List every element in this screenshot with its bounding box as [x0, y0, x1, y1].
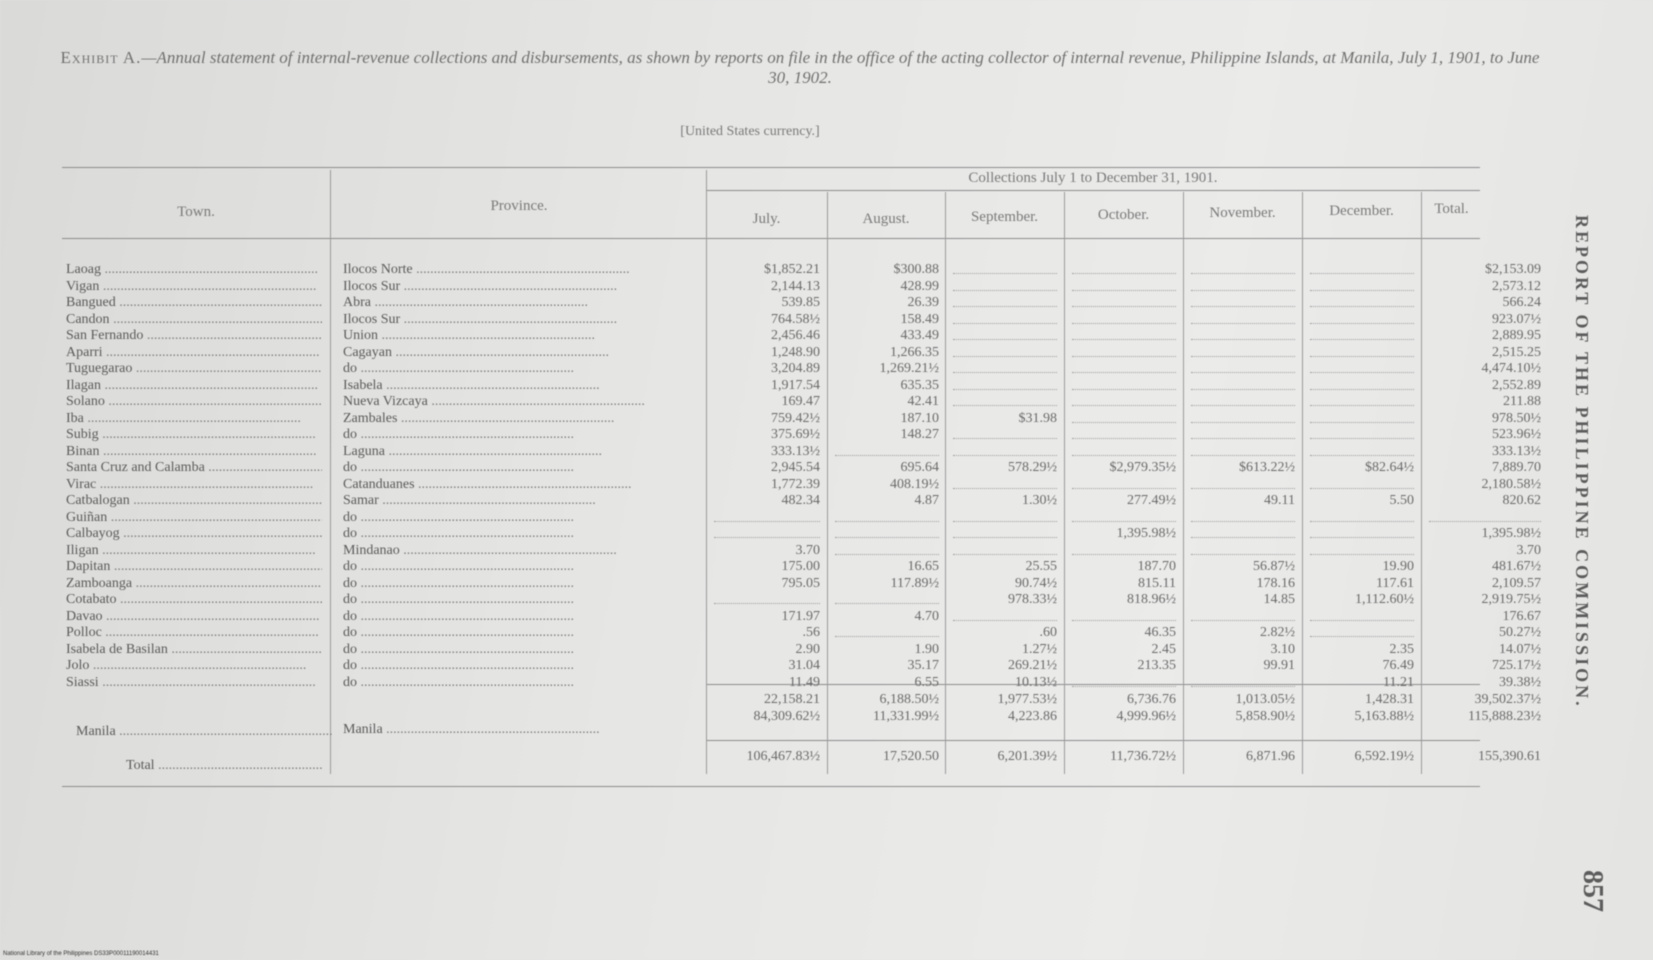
- town-cell: San Fernando .....: [66, 328, 322, 344]
- province-cell-manila: Manila .....: [343, 722, 703, 738]
- total-cell: 6,871.96: [1246, 749, 1295, 764]
- value-cell: 148.27: [900, 427, 939, 442]
- manila-cell: 84,309.62½: [753, 709, 820, 724]
- province-cell: do .....: [343, 559, 703, 575]
- value-cell: 2,919.75½: [1481, 592, 1541, 607]
- empty-cell-leader: [1191, 620, 1295, 621]
- value-cell: 818.96½: [1127, 592, 1176, 607]
- empty-cell-leader: [1191, 323, 1295, 324]
- value-cell: 523.96½: [1492, 427, 1541, 442]
- value-cell: 3.10: [1270, 641, 1295, 657]
- value-cell: 1,248.90: [771, 344, 820, 360]
- empty-cell-leader: [1310, 306, 1414, 307]
- empty-cell-leader: [714, 603, 820, 604]
- value-cell: 2.90: [795, 641, 820, 657]
- value-cell: 333.13½: [771, 443, 820, 459]
- value-cell: 3.70: [795, 542, 820, 558]
- value-cell: 171.97: [781, 608, 820, 624]
- value-cell: 578.29½: [1008, 460, 1057, 475]
- town-cell: Iligan .....: [66, 543, 322, 559]
- value-cell: 3,204.89: [771, 361, 820, 376]
- empty-cell-leader: [1072, 339, 1176, 340]
- empty-cell-leader: [1191, 405, 1295, 406]
- province-cell: do .....: [343, 592, 703, 608]
- value-cell: 6.55: [914, 674, 939, 690]
- town-cell-manila: Manila .....: [76, 724, 332, 740]
- province-cell: do .....: [343, 609, 703, 625]
- value-cell: 635.35: [900, 377, 939, 393]
- province-cell: do .....: [343, 361, 703, 377]
- value-cell: 56.87½: [1253, 559, 1295, 574]
- town-cell: Subig .....: [66, 427, 322, 443]
- value-cell: 187.70: [1137, 559, 1176, 574]
- header-december: December.: [1329, 203, 1394, 219]
- subtotal-cell: 6,188.50½: [879, 692, 939, 707]
- empty-cell-leader: [1310, 339, 1414, 340]
- total-rule: [706, 740, 1480, 741]
- town-cell: Davao .....: [66, 609, 322, 625]
- value-cell: 2,945.54: [771, 460, 820, 475]
- manila-cell: 4,223.86: [1008, 709, 1057, 724]
- empty-cell-leader: [1191, 422, 1295, 423]
- page-number: 857: [1577, 870, 1608, 912]
- value-cell: .56: [802, 625, 820, 640]
- value-cell: $1,852.21: [764, 262, 820, 277]
- header-town: Town.: [177, 204, 215, 220]
- value-cell: 1.90: [914, 641, 939, 657]
- value-cell: 2,144.13: [771, 278, 820, 294]
- manila-cell: 5,858.90½: [1235, 709, 1295, 724]
- empty-cell-leader: [1191, 356, 1295, 357]
- empty-cell-leader: [1310, 422, 1414, 423]
- empty-cell-leader: [953, 323, 1057, 324]
- empty-cell-leader: [953, 521, 1057, 522]
- empty-cell-leader: [1072, 686, 1176, 687]
- town-cell: Dapitan .....: [66, 559, 322, 575]
- empty-cell-leader: [1310, 273, 1414, 274]
- value-cell: 566.24: [1502, 295, 1541, 310]
- town-cell: Iba .....: [66, 411, 322, 427]
- empty-cell-leader: [1429, 521, 1541, 522]
- empty-cell-leader: [1191, 455, 1295, 456]
- value-cell: 815.11: [1138, 575, 1176, 591]
- table-bottom-rule: [62, 786, 1480, 787]
- province-cell: Isabela .....: [343, 378, 703, 394]
- province-cell: do .....: [343, 642, 703, 658]
- value-cell: 2,456.46: [771, 328, 820, 343]
- value-cell: 176.67: [1502, 608, 1541, 624]
- province-cell: do .....: [343, 625, 703, 641]
- empty-cell-leader: [1310, 323, 1414, 324]
- header-august: August.: [862, 211, 910, 227]
- value-cell: $2,979.35½: [1109, 460, 1176, 475]
- empty-cell-leader: [1310, 554, 1414, 555]
- value-cell: 99.91: [1263, 658, 1295, 673]
- header-collections-span: Collections July 1 to December 31, 1901.: [968, 170, 1218, 186]
- town-cell: Guiñan .....: [66, 510, 322, 526]
- value-cell: 2,889.95: [1492, 328, 1541, 343]
- value-cell: 764.58½: [771, 311, 820, 327]
- empty-cell-leader: [835, 554, 939, 555]
- value-cell: 175.00: [781, 559, 820, 574]
- value-cell: 795.05: [781, 575, 820, 591]
- province-cell: Cagayan .....: [343, 345, 703, 361]
- value-cell: 4.70: [914, 608, 939, 624]
- value-cell: 5.50: [1389, 493, 1414, 508]
- column-rule: [1183, 192, 1184, 774]
- province-cell: Abra .....: [343, 295, 703, 311]
- header-july: July.: [752, 211, 781, 227]
- empty-cell-leader: [1191, 438, 1295, 439]
- header-november: November.: [1209, 205, 1276, 221]
- empty-cell-leader: [1072, 389, 1176, 390]
- empty-cell-leader: [835, 455, 939, 456]
- province-cell: Ilocos Norte .....: [343, 262, 703, 278]
- empty-cell-leader: [1310, 455, 1414, 456]
- empty-cell-leader: [1310, 636, 1414, 637]
- value-cell: 11.49: [789, 674, 820, 690]
- header-total: Total.: [1434, 201, 1469, 217]
- empty-cell-leader: [1072, 488, 1176, 489]
- empty-cell-leader: [1191, 537, 1295, 538]
- town-cell: Candon .....: [66, 312, 322, 328]
- value-cell: 187.10: [900, 410, 939, 426]
- total-label: Total .....: [126, 758, 322, 774]
- value-cell: 25.55: [1025, 559, 1057, 574]
- value-cell: 10.13½: [1015, 674, 1057, 690]
- empty-cell-leader: [1310, 372, 1414, 373]
- value-cell: 158.49: [900, 311, 939, 327]
- header-province: Province.: [490, 198, 548, 214]
- empty-cell-leader: [835, 521, 939, 522]
- value-cell: 4,474.10½: [1481, 361, 1541, 376]
- value-cell: 46.35: [1144, 625, 1176, 640]
- value-cell: 16.65: [907, 559, 939, 574]
- value-cell: 169.47: [781, 394, 820, 409]
- province-cell: do .....: [343, 510, 703, 526]
- town-cell: Cotabato .....: [66, 592, 322, 608]
- value-cell: 1,917.54: [771, 377, 820, 393]
- manila-cell: 115,888.23½: [1468, 709, 1541, 724]
- header-september: September.: [970, 209, 1039, 225]
- empty-cell-leader: [714, 537, 820, 538]
- empty-cell-leader: [1191, 554, 1295, 555]
- town-cell: Virac .....: [66, 477, 322, 493]
- empty-cell-leader: [953, 537, 1057, 538]
- manila-cell: 5,163.88½: [1354, 709, 1414, 724]
- value-cell: 4.87: [914, 493, 939, 508]
- empty-cell-leader: [1072, 554, 1176, 555]
- value-cell: 978.33½: [1008, 592, 1057, 607]
- value-cell: 3.70: [1516, 542, 1541, 558]
- empty-cell-leader: [1072, 405, 1176, 406]
- value-cell: 408.19½: [890, 476, 939, 492]
- value-cell: 433.49: [900, 328, 939, 343]
- value-cell: 26.39: [907, 295, 939, 310]
- value-cell: 117.89½: [890, 575, 939, 591]
- province-cell: Laguna .....: [343, 444, 703, 460]
- value-cell: 820.62: [1502, 493, 1541, 508]
- town-cell: Polloc .....: [66, 625, 322, 641]
- value-cell: 42.41: [907, 394, 939, 409]
- empty-cell-leader: [714, 521, 820, 522]
- value-cell: 2,573.12: [1492, 278, 1541, 294]
- empty-cell-leader: [1072, 521, 1176, 522]
- value-cell: 1,269.21½: [879, 361, 939, 376]
- province-cell: do .....: [343, 658, 703, 674]
- value-cell: 11.21: [1383, 674, 1414, 690]
- column-rule: [827, 192, 828, 774]
- currency-note: [United States currency.]: [680, 124, 820, 139]
- empty-cell-leader: [1310, 405, 1414, 406]
- value-cell: 19.90: [1382, 559, 1414, 574]
- value-cell: .60: [1039, 625, 1057, 640]
- manila-cell: 11,331.99½: [873, 709, 939, 724]
- value-cell: 539.85: [781, 295, 820, 310]
- empty-cell-leader: [1072, 356, 1176, 357]
- subtotal-cell: 1,977.53½: [997, 692, 1057, 707]
- town-cell: Zamboanga .....: [66, 576, 322, 592]
- town-cell: Catbalogan .....: [66, 493, 322, 509]
- column-rule: [1064, 192, 1065, 774]
- value-cell: 725.17½: [1492, 658, 1541, 673]
- empty-cell-leader: [1072, 455, 1176, 456]
- empty-cell-leader: [835, 603, 939, 604]
- value-cell: 978.50½: [1492, 410, 1541, 426]
- empty-cell-leader: [1072, 273, 1176, 274]
- total-cell: 6,592.19½: [1354, 749, 1414, 764]
- scan-footer: National Library of the Philippines DS33P00011190014431: [3, 951, 159, 957]
- value-cell: 269.21½: [1008, 658, 1057, 673]
- value-cell: 375.69½: [771, 427, 820, 442]
- value-cell: 39.38½: [1499, 674, 1541, 690]
- town-cell: Laoag .....: [66, 262, 322, 278]
- empty-cell-leader: [953, 405, 1057, 406]
- value-cell: $300.88: [893, 262, 939, 277]
- town-cell: Solano .....: [66, 394, 322, 410]
- value-cell: 333.13½: [1492, 443, 1541, 459]
- total-cell: 11,736.72½: [1110, 749, 1176, 764]
- value-cell: 481.67½: [1492, 559, 1541, 574]
- town-cell: Santa Cruz and Calamba .....: [66, 460, 322, 476]
- town-cell: Aparri .....: [66, 345, 322, 361]
- empty-cell-leader: [953, 554, 1057, 555]
- total-cell: 17,520.50: [883, 749, 939, 764]
- running-title: REPORT OF THE PHILIPPINE COMMISSION.: [1572, 215, 1592, 709]
- empty-cell-leader: [1191, 339, 1295, 340]
- province-cell: Ilocos Sur .....: [343, 279, 703, 295]
- subtotal-cell: 1,013.05½: [1235, 692, 1295, 707]
- value-cell: 178.16: [1256, 575, 1295, 591]
- province-cell: Ilocos Sur .....: [343, 312, 703, 328]
- value-cell: 482.34: [781, 493, 820, 508]
- town-cell: Tuguegarao .....: [66, 361, 322, 377]
- value-cell: 923.07½: [1492, 311, 1541, 327]
- province-cell: Catanduanes .....: [343, 477, 703, 493]
- empty-cell-leader: [1072, 438, 1176, 439]
- value-cell: 35.17: [907, 658, 939, 673]
- total-cell: 106,467.83½: [746, 749, 820, 764]
- town-cell: Calbayog .....: [66, 526, 322, 542]
- table-caption: [60, 48, 1540, 88]
- province-cell: do .....: [343, 675, 703, 691]
- province-cell: do .....: [343, 460, 703, 476]
- value-cell: 14.07½: [1499, 641, 1541, 657]
- total-cell: 155,390.61: [1478, 749, 1541, 764]
- empty-cell-leader: [953, 273, 1057, 274]
- column-rule: [1421, 192, 1422, 774]
- province-cell: Zambales .....: [343, 411, 703, 427]
- town-cell: Bangued .....: [66, 295, 322, 311]
- empty-cell-leader: [1310, 389, 1414, 390]
- town-cell: Isabela de Basilan .....: [66, 642, 322, 658]
- header-bottom-rule: [62, 238, 1480, 239]
- value-cell: 1.30½: [1022, 493, 1057, 508]
- subtotal-cell: 1,428.31: [1365, 692, 1414, 707]
- value-cell: 90.74½: [1015, 575, 1057, 591]
- town-cell: Jolo .....: [66, 658, 322, 674]
- empty-cell-leader: [1072, 323, 1176, 324]
- empty-cell-leader: [1310, 620, 1414, 621]
- caption-text: —Annual statement of internal-revenue collections and disbursements, as shown by reports on file in the office of the acting collector of internal revenue, Philippine Islands, at Manila, July 1, 1901, to June 30, 1902.: [141, 48, 1540, 87]
- province-cell: do .....: [343, 576, 703, 592]
- empty-cell-leader: [835, 537, 939, 538]
- value-cell: 277.49½: [1127, 493, 1176, 508]
- empty-cell-leader: [953, 455, 1057, 456]
- value-cell: 211.88: [1503, 394, 1541, 409]
- empty-cell-leader: [1191, 686, 1295, 687]
- value-cell: 14.85: [1263, 592, 1295, 607]
- value-cell: 2,515.25: [1492, 344, 1541, 360]
- column-rule: [330, 170, 331, 774]
- column-rule: [945, 192, 946, 774]
- empty-cell-leader: [1191, 488, 1295, 489]
- value-cell: 2.35: [1389, 641, 1414, 657]
- province-cell: do .....: [343, 427, 703, 443]
- value-cell: $82.64½: [1365, 460, 1414, 475]
- table-top-rule: [62, 167, 1480, 168]
- value-cell: 2,552.89: [1492, 377, 1541, 393]
- value-cell: 50.27½: [1499, 625, 1541, 640]
- value-cell: 2.45: [1151, 641, 1176, 657]
- province-cell: do .....: [343, 526, 703, 542]
- value-cell: 759.42½: [771, 410, 820, 426]
- empty-cell-leader: [1191, 306, 1295, 307]
- value-cell: 1.27½: [1022, 641, 1057, 657]
- town-cell: Ilagan .....: [66, 378, 322, 394]
- province-cell: Union .....: [343, 328, 703, 344]
- empty-cell-leader: [953, 389, 1057, 390]
- subtotal-cell: 22,158.21: [764, 692, 820, 707]
- empty-cell-leader: [953, 372, 1057, 373]
- empty-cell-leader: [1072, 372, 1176, 373]
- value-cell: 49.11: [1264, 493, 1295, 508]
- empty-cell-leader: [953, 290, 1057, 291]
- empty-cell-leader: [953, 356, 1057, 357]
- empty-cell-leader: [1072, 306, 1176, 307]
- empty-cell-leader: [1310, 488, 1414, 489]
- empty-cell-leader: [1310, 537, 1414, 538]
- empty-cell-leader: [953, 438, 1057, 439]
- empty-cell-leader: [1310, 438, 1414, 439]
- value-cell: 76.49: [1382, 658, 1414, 673]
- empty-cell-leader: [953, 488, 1057, 489]
- empty-cell-leader: [1191, 290, 1295, 291]
- value-cell: 213.35: [1137, 658, 1176, 673]
- value-cell: $613.22½: [1239, 460, 1295, 475]
- value-cell: 2,109.57: [1492, 575, 1541, 591]
- value-cell: 1,112.60½: [1355, 592, 1414, 607]
- empty-cell-leader: [1191, 273, 1295, 274]
- value-cell: 7,889.70: [1492, 460, 1541, 475]
- value-cell: 695.64: [900, 460, 939, 475]
- header-october: October.: [1097, 207, 1150, 223]
- value-cell: 31.04: [788, 658, 820, 673]
- value-cell: $2,153.09: [1485, 262, 1541, 277]
- span-header-rule: [706, 190, 1480, 191]
- empty-cell-leader: [1310, 521, 1414, 522]
- empty-cell-leader: [953, 620, 1057, 621]
- empty-cell-leader: [1191, 389, 1295, 390]
- column-rule: [1302, 192, 1303, 774]
- empty-cell-leader: [1072, 422, 1176, 423]
- province-cell: Nueva Vizcaya .....: [343, 394, 703, 410]
- subtotal-cell: 6,736.76: [1127, 692, 1176, 707]
- value-cell: 2,180.58½: [1481, 476, 1541, 492]
- empty-cell-leader: [1191, 372, 1295, 373]
- value-cell: 1,395.98½: [1481, 526, 1541, 541]
- value-cell: 2.82½: [1260, 625, 1295, 640]
- empty-cell-leader: [1072, 620, 1176, 621]
- value-cell: 1,395.98½: [1116, 526, 1176, 541]
- province-cell: Mindanao .....: [343, 543, 703, 559]
- column-rule: [706, 170, 707, 774]
- value-cell: 117.61: [1376, 575, 1414, 591]
- town-cell: Vigan .....: [66, 279, 322, 295]
- empty-cell-leader: [1072, 290, 1176, 291]
- value-cell: 1,266.35: [890, 344, 939, 360]
- town-cell: Binan .....: [66, 444, 322, 460]
- empty-cell-leader: [1310, 290, 1414, 291]
- empty-cell-leader: [953, 306, 1057, 307]
- value-cell: 1,772.39: [771, 476, 820, 492]
- town-cell: Siassi .....: [66, 675, 322, 691]
- subtotal-cell: 39,502.37½: [1474, 692, 1541, 707]
- manila-cell: 4,999.96½: [1116, 709, 1176, 724]
- empty-cell-leader: [953, 339, 1057, 340]
- value-cell: $31.98: [1018, 410, 1057, 426]
- province-cell: Samar .....: [343, 493, 703, 509]
- value-cell: 428.99: [900, 278, 939, 294]
- empty-cell-leader: [1310, 356, 1414, 357]
- total-cell: 6,201.39½: [997, 749, 1057, 764]
- caption-lead: Exhibit A.: [60, 48, 142, 67]
- empty-cell-leader: [1191, 521, 1295, 522]
- empty-cell-leader: [835, 636, 939, 637]
